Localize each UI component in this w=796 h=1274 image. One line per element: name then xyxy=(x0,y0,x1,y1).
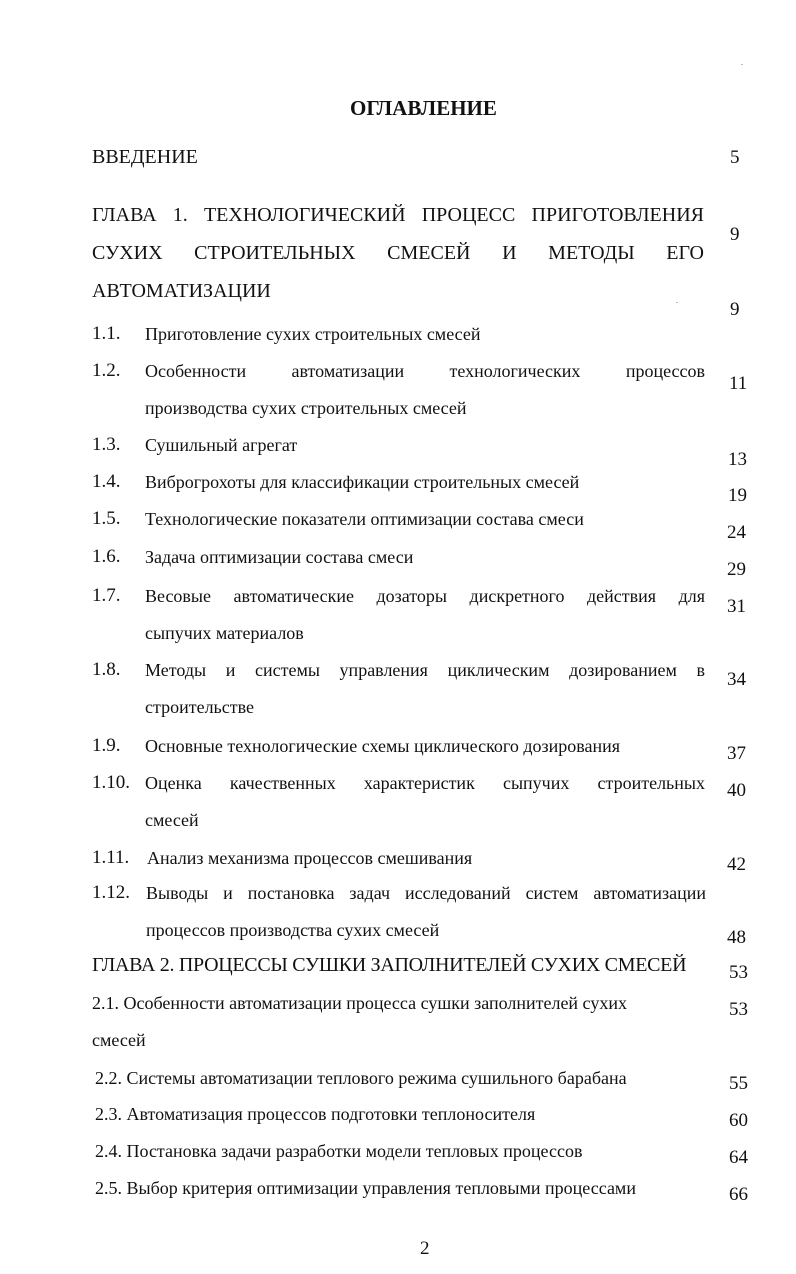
toc-section-number: 1.7. xyxy=(92,585,121,606)
toc-section-title: Основные технологические схемы циклического дозирования xyxy=(145,736,621,756)
toc-section-title-cont: производства сухих строительных смесей xyxy=(145,398,467,418)
toc-section-page: 11 xyxy=(729,373,748,394)
toc-section-number: 1.2. xyxy=(92,360,121,381)
toc-section-title: 2.2. Системы автоматизации теплового режима сушильного барабана xyxy=(95,1068,627,1088)
chapter1-page: 9 xyxy=(730,224,740,245)
toc-section-number: 1.9. xyxy=(92,735,121,756)
toc-section-title: Технологические показатели оптимизации состава смеси xyxy=(145,509,584,529)
toc-section-number: 1.4. xyxy=(92,471,121,492)
toc-intro-label: ВВЕДЕНИЕ xyxy=(92,146,198,168)
toc-section-title: Весовые автоматические дозаторы дискретного действия для xyxy=(145,586,705,606)
toc-intro-page: 5 xyxy=(730,147,740,168)
chapter2-page: 53 xyxy=(729,962,748,983)
page-title: ОГЛАВЛЕНИЕ xyxy=(350,96,497,120)
toc-section-title: Оценка качественных характеристик сыпучих строительных xyxy=(145,773,705,793)
toc-section-number: 1.8. xyxy=(92,659,121,680)
toc-section-page: 19 xyxy=(728,485,747,506)
toc-section-page: 64 xyxy=(729,1147,748,1168)
toc-section-number: 1.5. xyxy=(92,508,121,529)
toc-section-title: 2.5. Выбор критерия оптимизации управления тепловыми процессами xyxy=(95,1178,636,1198)
page-number: 2 xyxy=(420,1238,430,1259)
toc-section-page: 37 xyxy=(727,743,746,764)
toc-section-page: 40 xyxy=(727,780,746,801)
toc-section-number: 1.1. xyxy=(92,323,121,344)
toc-section-title-cont: смесей xyxy=(145,810,199,830)
toc-section-number: 1.11. xyxy=(92,847,130,868)
toc-section-page: 48 xyxy=(727,927,746,948)
toc-section-page: 42 xyxy=(727,854,746,875)
toc-section-title: Особенности автоматизации технологических процессов xyxy=(145,361,705,381)
toc-section-page: 24 xyxy=(727,522,746,543)
scan-speck xyxy=(676,302,678,303)
toc-section-title-cont: сыпучих материалов xyxy=(145,623,304,643)
toc-section-title-cont: строительстве xyxy=(145,697,254,717)
toc-section-number: 1.3. xyxy=(92,434,121,455)
toc-section-page: 55 xyxy=(729,1073,748,1094)
chapter1-heading-line2: СУХИХ СТРОИТЕЛЬНЫХ СМЕСЕЙ И МЕТОДЫ ЕГО xyxy=(92,242,704,264)
chapter1-heading-line3: АВТОМАТИЗАЦИИ xyxy=(92,280,271,302)
toc-section-page: 66 xyxy=(729,1184,748,1205)
toc-section-title: Анализ механизма процессов смешивания xyxy=(147,848,473,868)
toc-section-page: 9 xyxy=(730,299,740,320)
toc-section-title: Приготовление сухих строительных смесей xyxy=(145,324,481,344)
chapter1-heading-line1: ГЛАВА 1. ТЕХНОЛОГИЧЕСКИЙ ПРОЦЕСС ПРИГОТОВЛЕНИЯ xyxy=(92,204,704,226)
toc-section-page: 60 xyxy=(729,1110,748,1131)
toc-section-title: Выводы и постановка задач исследований систем автоматизации xyxy=(146,883,706,903)
toc-section-title: 2.1. Особенности автоматизации процесса сушки заполнителей сухих xyxy=(92,993,627,1013)
toc-section-number: 1.6. xyxy=(92,546,121,567)
toc-section-title: Виброгрохоты для классификации строительных смесей xyxy=(145,472,580,492)
toc-section-number: 1.12. xyxy=(92,882,130,903)
toc-section-title: Сушильный агрегат xyxy=(145,435,298,455)
toc-section-title-cont: смесей xyxy=(92,1030,146,1050)
toc-section-title-cont: процессов производства сухих смесей xyxy=(146,920,440,940)
toc-section-page: 31 xyxy=(727,596,746,617)
toc-section-number: 1.10. xyxy=(92,772,130,793)
toc-section-page: 34 xyxy=(727,669,746,690)
toc-section-title: 2.3. Автоматизация процессов подготовки теплоносителя xyxy=(95,1104,536,1124)
scan-speck xyxy=(741,64,743,65)
toc-section-title: Задача оптимизации состава смеси xyxy=(145,547,414,567)
toc-section-title: Методы и системы управления циклическим дозированием в xyxy=(145,660,705,680)
chapter2-heading: ГЛАВА 2. ПРОЦЕССЫ СУШКИ ЗАПОЛНИТЕЛЕЙ СУХИХ СМЕСЕЙ xyxy=(92,954,687,976)
toc-section-title: 2.4. Постановка задачи разработки модели тепловых процессов xyxy=(95,1141,583,1161)
toc-section-page: 53 xyxy=(729,999,748,1020)
toc-section-page: 29 xyxy=(727,559,746,580)
toc-section-page: 13 xyxy=(728,449,747,470)
